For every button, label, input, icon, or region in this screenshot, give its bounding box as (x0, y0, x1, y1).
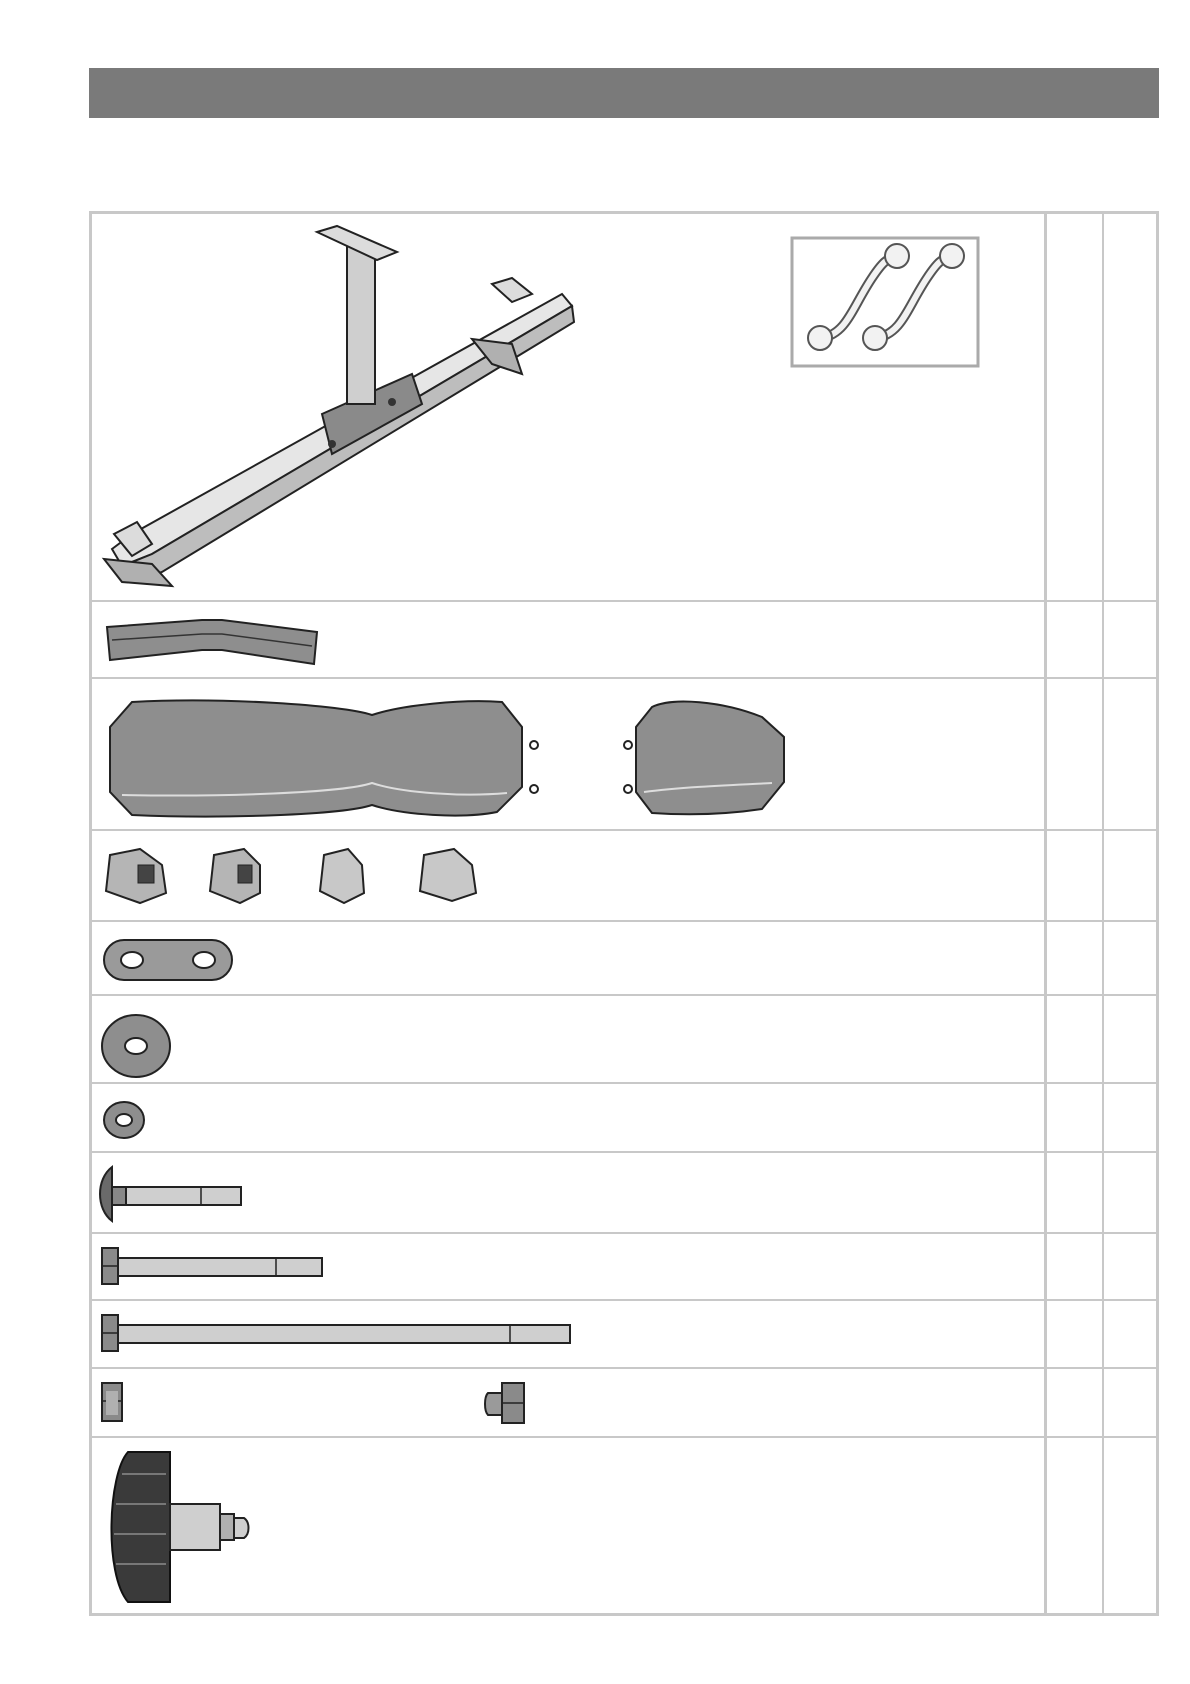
part-quantity-cell (1102, 831, 1156, 920)
part-number-cell (1044, 996, 1102, 1082)
bent-tube-icon (102, 612, 342, 672)
part-quantity-cell (1102, 1438, 1156, 1613)
small-washer-icon (98, 1094, 158, 1144)
header-title (89, 80, 105, 105)
end-cap-icon (100, 841, 500, 911)
part-row-nuts (92, 1369, 1156, 1438)
part-quantity-cell (1102, 1301, 1156, 1367)
part-number-cell (1044, 922, 1102, 994)
parts-table (89, 211, 1159, 1616)
part-quantity-cell (1102, 1084, 1156, 1151)
part-quantity-cell (1102, 1153, 1156, 1232)
nut-icon (98, 1379, 138, 1429)
hex-bolt-long-icon (98, 1309, 578, 1359)
part-image-cell (92, 214, 1044, 600)
part-row-hex-bolt-long (92, 1301, 1156, 1369)
part-row-knob (92, 1438, 1156, 1613)
part-quantity-cell (1102, 214, 1156, 600)
part-number-cell (1044, 1234, 1102, 1299)
carriage-bolt-icon (98, 1159, 268, 1229)
part-quantity-cell (1102, 1234, 1156, 1299)
part-quantity-cell (1102, 922, 1156, 994)
part-quantity-cell (1102, 679, 1156, 829)
part-row-hex-bolt-medium (92, 1234, 1156, 1301)
part-number-cell (1044, 1153, 1102, 1232)
part-number-cell (1044, 1301, 1102, 1367)
part-row-connector-plate (92, 922, 1156, 996)
part-number-cell (1044, 679, 1102, 829)
part-row-bent-tube (92, 602, 1156, 679)
part-number-cell (1044, 1438, 1102, 1613)
hex-bolt-icon (98, 1242, 348, 1292)
header-bar (89, 68, 1159, 118)
part-row-small-washer (92, 1084, 1156, 1153)
part-row-large-washer (92, 996, 1156, 1084)
part-row-frame (92, 214, 1156, 602)
seat-pad-long-icon (102, 687, 562, 827)
connector-plate-icon (100, 936, 240, 986)
seat-pad-short-icon (622, 687, 822, 827)
part-number-cell (1044, 831, 1102, 920)
part-number-cell (1044, 1084, 1102, 1151)
part-row-carriage-bolt (92, 1153, 1156, 1234)
part-number-cell (1044, 1369, 1102, 1436)
part-quantity-cell (1102, 1369, 1156, 1436)
cap-nut-icon (482, 1379, 542, 1429)
part-row-seat-pads (92, 679, 1156, 831)
wrenches-icon (792, 238, 982, 368)
part-row-end-caps (92, 831, 1156, 922)
part-quantity-cell (1102, 996, 1156, 1082)
knob-icon (98, 1444, 268, 1614)
part-quantity-cell (1102, 602, 1156, 677)
part-number-cell (1044, 214, 1102, 600)
part-number-cell (1044, 602, 1102, 677)
large-washer-icon (98, 1004, 178, 1084)
